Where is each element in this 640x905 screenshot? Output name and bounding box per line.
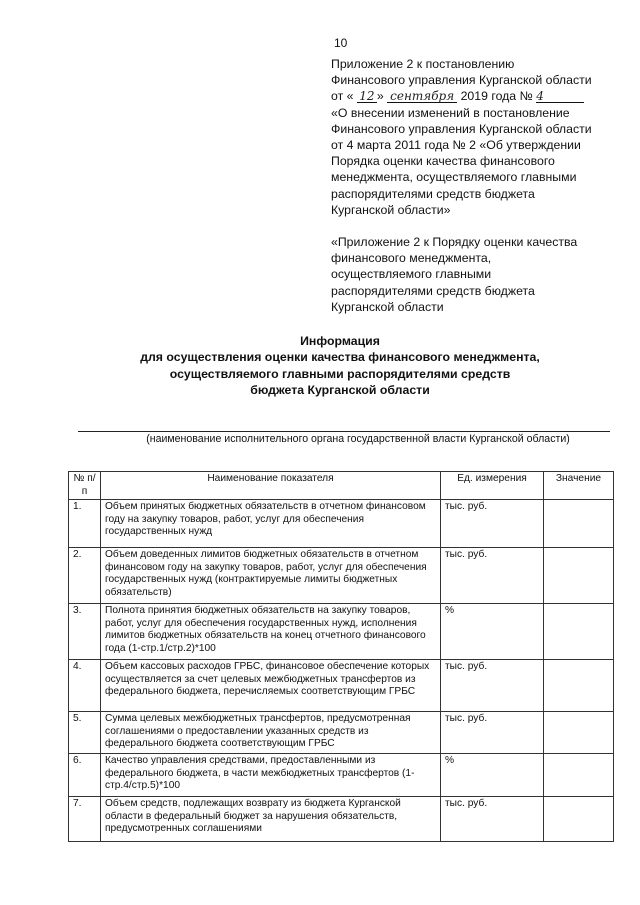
row-name: Полнота принятия бюджетных обязательств на закупку товаров, работ, услуг для обеспечения государственных нужд, исполнения лимитов бюджетных обязательств на конец отчетного финансового года (1-стр.1/стр.2)*100 xyxy=(101,604,441,660)
org-caption: (наименование исполнительного органа государственной власти Курганской области) xyxy=(146,433,570,445)
date-prefix: от « xyxy=(331,89,354,104)
handwritten-month: сентября xyxy=(387,90,457,103)
table-row xyxy=(69,754,614,797)
appendix-line: Приложение 2 к постановлению xyxy=(331,57,515,71)
appendix-line: «Приложение 2 к Порядку оценки качества xyxy=(331,235,578,250)
row-value[interactable] xyxy=(544,754,614,797)
row-value[interactable] xyxy=(544,712,614,754)
date-year: 2019 года № xyxy=(460,89,533,104)
row-num: 4. xyxy=(69,660,101,712)
appendix-line: Порядка оценки качества финансового xyxy=(331,154,555,169)
row-unit: тыс. руб. xyxy=(441,712,544,754)
row-unit: % xyxy=(441,754,544,797)
table-row xyxy=(69,660,614,712)
row-num: 6. xyxy=(69,754,101,797)
table-row xyxy=(69,604,614,660)
appendix-line: финансового менеджмента, xyxy=(331,251,492,266)
row-name: Качество управления средствами, предоставленными из федерального бюджета, в части межбюджетных трансфертов (1-стр.4/стр.5)*100 xyxy=(101,754,441,797)
table-header-row xyxy=(69,472,614,500)
row-value[interactable] xyxy=(544,797,614,842)
handwritten-number: 4 xyxy=(536,90,584,103)
row-name: Сумма целевых межбюджетных трансфертов, предусмотренная соглашениями о предоставлении указанных средств из федерального бюджета соответствующим ГРБС xyxy=(101,712,441,754)
title-heading: Информация xyxy=(300,334,380,348)
table-row xyxy=(69,500,614,548)
appendix-resolution-lines xyxy=(331,105,621,218)
row-value[interactable] xyxy=(544,660,614,712)
row-unit: тыс. руб. xyxy=(441,797,544,842)
handwritten-day: 12 xyxy=(357,90,377,103)
title-line: осуществляемого главными распорядителями средств xyxy=(169,366,511,381)
date-close: » xyxy=(376,89,384,104)
title-line: для осуществления оценки качества финансового менеджмента, xyxy=(140,350,540,365)
row-unit: тыс. руб. xyxy=(441,660,544,712)
appendix-line: менеджмента, осуществляемого главными xyxy=(331,170,577,185)
appendix-line: Курганской области xyxy=(331,299,444,314)
appendix-annex-lines xyxy=(331,234,621,315)
appendix-line: от 4 марта 2011 года № 2 «Об утверждении xyxy=(331,138,581,153)
header-unit: Ед. измерения xyxy=(441,472,544,500)
row-unit: тыс. руб. xyxy=(441,548,544,604)
table-row xyxy=(69,548,614,604)
appendix-line: распорядителями средств бюджета xyxy=(331,186,535,201)
appendix-line: Финансового управления Курганской области xyxy=(331,73,592,88)
appendix-line: осуществляемого главными xyxy=(331,267,492,282)
indicator-table xyxy=(68,471,614,842)
table-row xyxy=(69,712,614,754)
row-num: 1. xyxy=(69,500,101,548)
row-name: Объем доведенных лимитов бюджетных обязательств в отчетном финансовом году на закупку товаров, работ, услуг для обеспечения государственных нужд (контрактируемые лимиты бюджетных обязательств) xyxy=(101,548,441,604)
appendix-line: «О внесении изменений в постановление xyxy=(331,105,570,120)
appendix-line: Финансового управления Курганской области xyxy=(331,121,592,136)
appendix-block xyxy=(331,56,621,315)
row-value[interactable] xyxy=(544,500,614,548)
row-unit: тыс. руб. xyxy=(441,500,544,548)
row-name: Объем средств, подлежащих возврату из бюджета Курганской области в федеральный бюджет за нарушения обязательств, предусмотренных соглашениями xyxy=(101,797,441,842)
appendix-line: распорядителями средств бюджета xyxy=(331,283,535,298)
row-num: 5. xyxy=(69,712,101,754)
table-row xyxy=(69,797,614,842)
header-num: № п/п xyxy=(69,472,101,500)
row-num: 7. xyxy=(69,797,101,842)
row-name: Объем принятых бюджетных обязательств в отчетном финансовом году на закупку товаров, работ, услуг для обеспечения государственных нужд xyxy=(101,500,441,548)
header-name: Наименование показателя xyxy=(101,472,441,500)
document-title xyxy=(90,333,590,399)
title-line: бюджета Курганской области xyxy=(250,383,430,398)
row-num: 3. xyxy=(69,604,101,660)
org-name-line xyxy=(78,431,610,432)
header-value: Значение xyxy=(544,472,614,500)
row-name: Объем кассовых расходов ГРБС, финансовое обеспечение которых осуществляется за счет целевых межбюджетных трансфертов из федерального бюджета, перечисляемых соответствующим ГРБС xyxy=(101,660,441,712)
appendix-date-line xyxy=(331,88,621,104)
row-unit: % xyxy=(441,604,544,660)
row-value[interactable] xyxy=(544,548,614,604)
appendix-line: Курганской области» xyxy=(331,202,451,217)
row-num: 2. xyxy=(69,548,101,604)
row-value[interactable] xyxy=(544,604,614,660)
page-number: 10 xyxy=(334,36,348,50)
